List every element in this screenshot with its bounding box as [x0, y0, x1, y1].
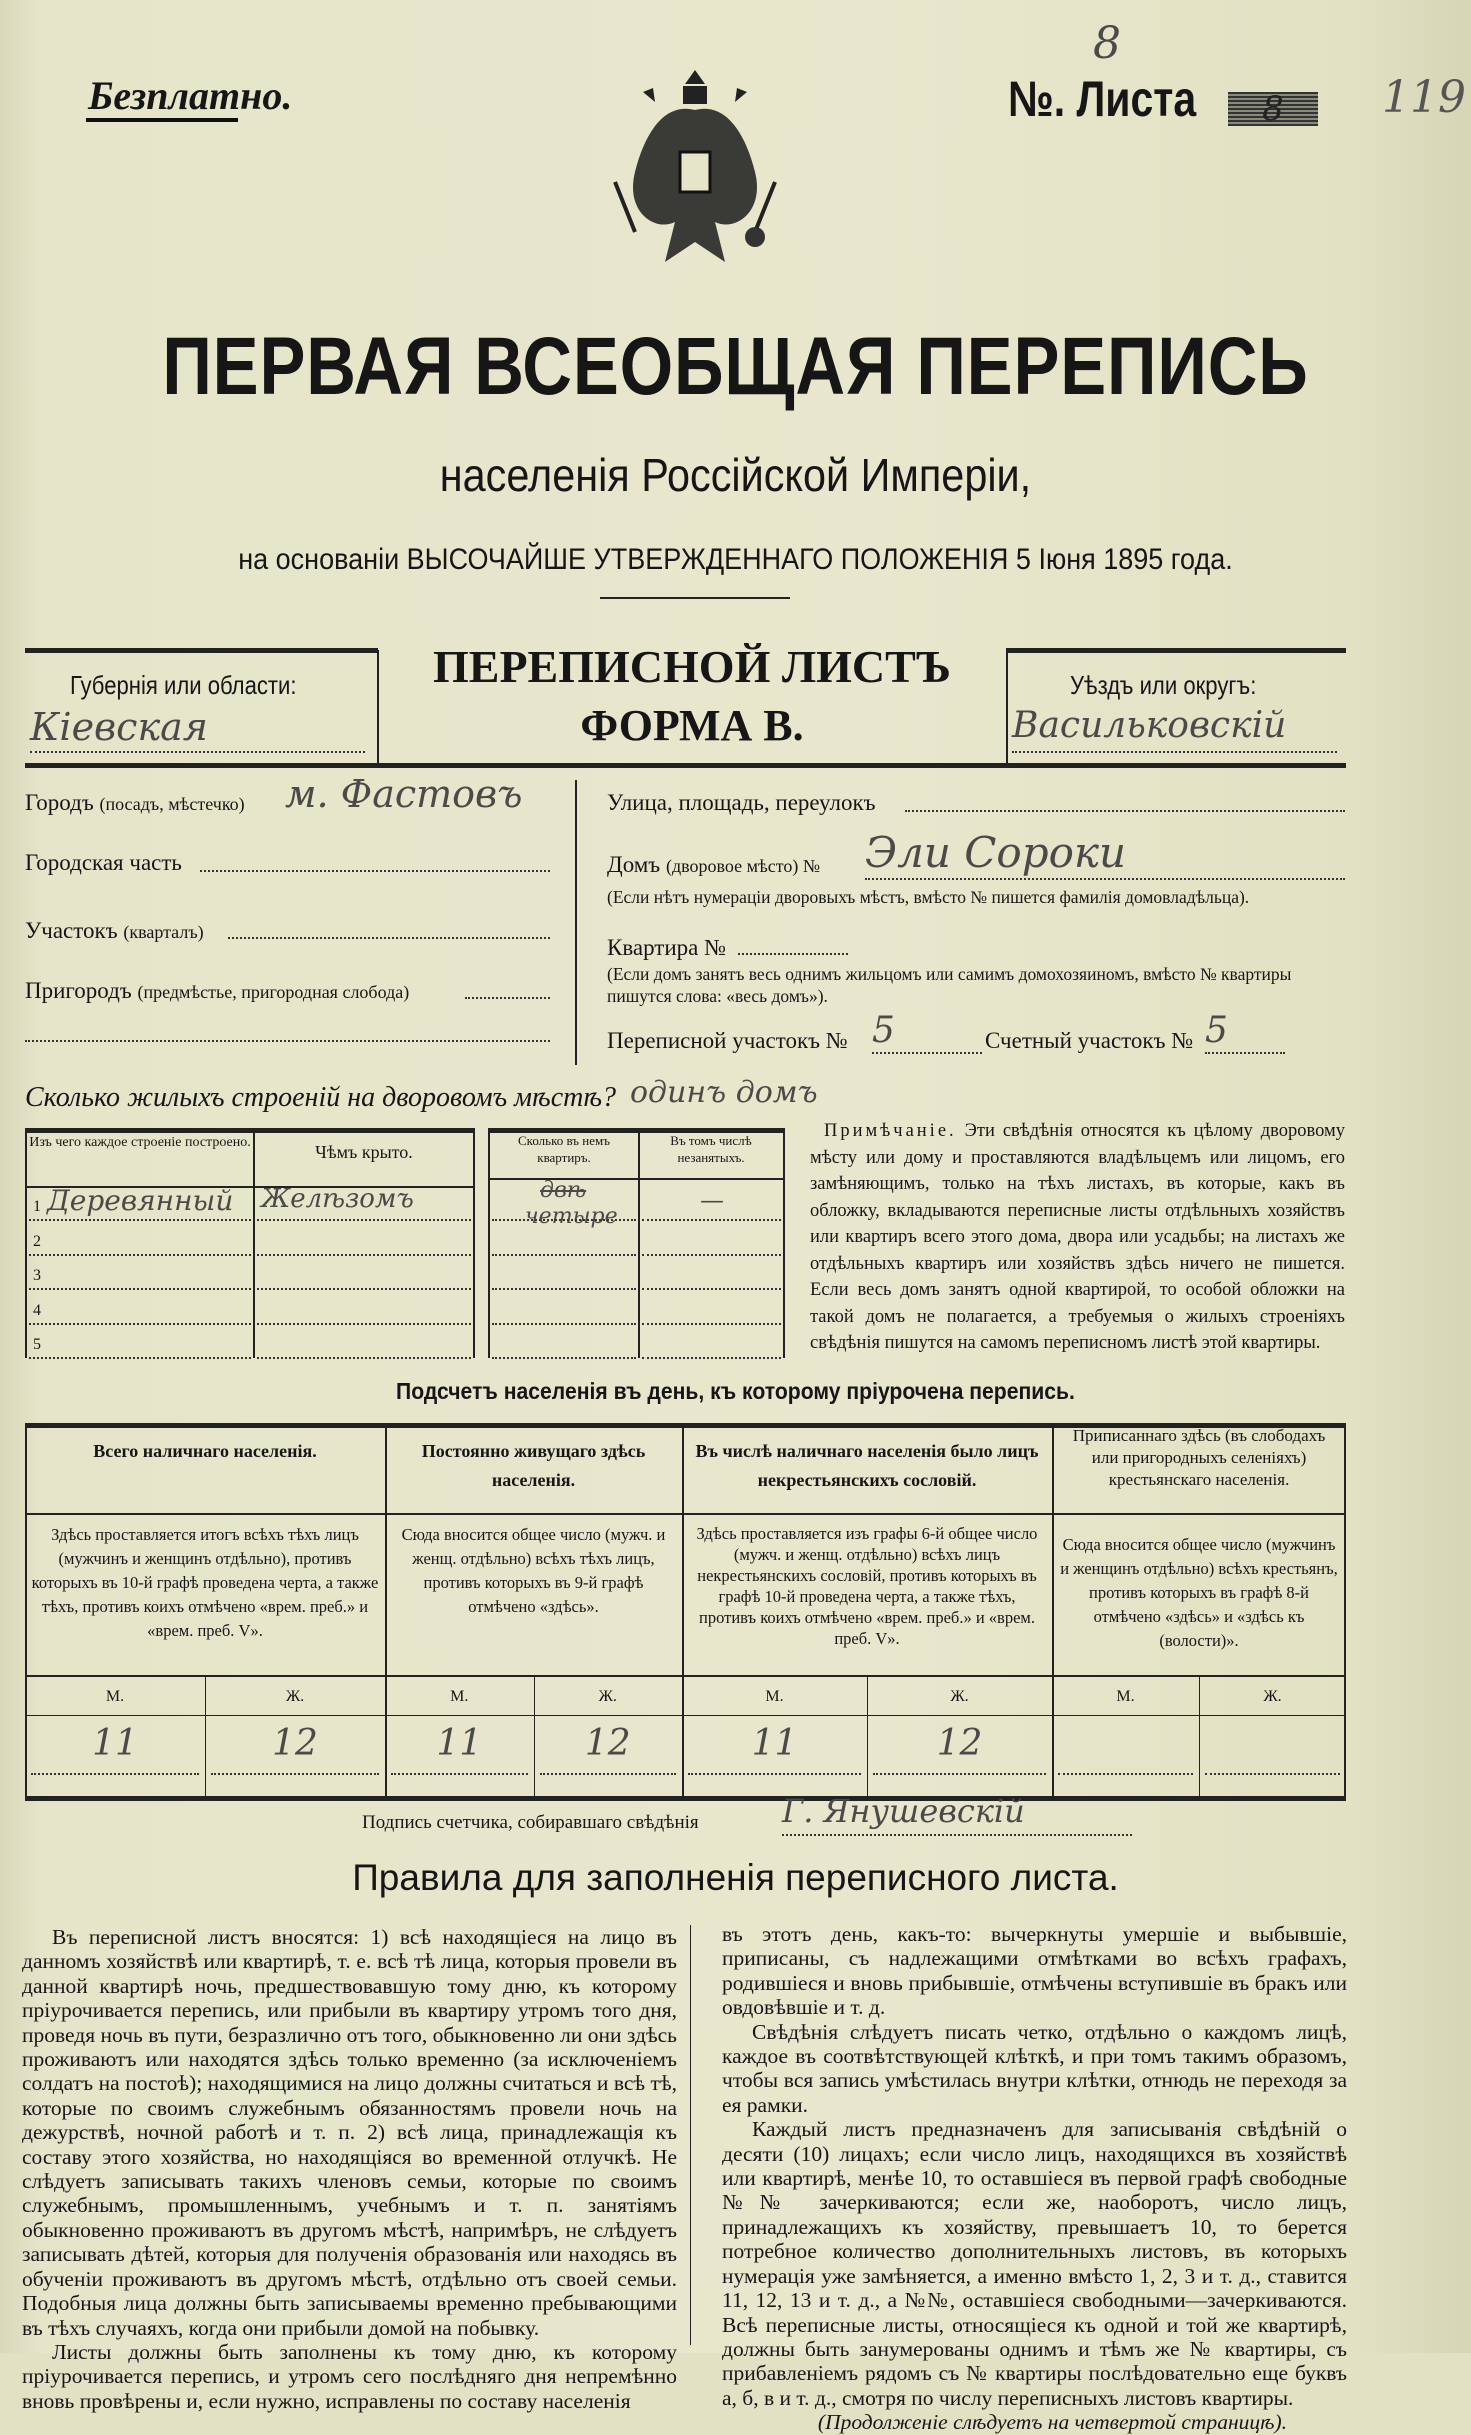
rules-paragraph: Листы должны быть заполнены къ тому дню, къ которому пріурочивается перепись, и утромъ сего послѣдняго дня непремѣнно вновь провѣрены и, если нужно, исправлены по составу населенія — [22, 2339, 677, 2413]
rules-paragraph: Свѣдѣнія слѣдуетъ писать четко, отдѣльно о каждомъ лицѣ, каждое въ соотвѣтствующей клѣткѣ, и при томъ такимъ образомъ, чтобы вся запись умѣстилась внутри клѣтки, отнюдь не переходя за ея рамки. — [722, 2019, 1347, 2117]
male-count-field[interactable]: 11 — [391, 1723, 528, 1775]
buildings-table — [25, 1128, 785, 1358]
buildings-row — [25, 1221, 785, 1255]
buildings-question: Сколько жилыхъ строеній на дворовомъ мѣстѣ? — [25, 1082, 617, 1113]
page-subtitle: населенія Россійской Имперіи, — [439, 449, 1032, 501]
male-label: М. — [1116, 1688, 1135, 1705]
continued-note: (Продолженіе слѣдуетъ на четвертой страницѣ). — [817, 2410, 1287, 2435]
rule — [1006, 648, 1346, 653]
population-col-title: Въ числѣ наличнаго населенія было лицъ некрестьянскихъ сословій. — [695, 1441, 1039, 1490]
city-field[interactable]: м. Фастовъ — [285, 772, 523, 816]
rules-heading: Правила для заполненія переписного листа. — [352, 1857, 1119, 1898]
population-col-title: Постоянно живущаго здѣсь населенія. — [421, 1441, 646, 1490]
city-part-field[interactable] — [200, 870, 550, 872]
page-title: ПЕРВАЯ ВСЕОБЩАЯ ПЕРЕПИСЬ — [162, 321, 1309, 412]
rules-paragraph: Каждый листъ предназначенъ для записыванія свѣдѣній о десяти (10) лицахъ; если число лицъ, находящихся въ хозяйствѣ или квартирѣ, менѣе 10, то оставшіеся въ первой графѣ свободные №№ зачеркиваются; если же, наоборотъ, число лицъ, принадлежащихъ къ хозяйству, превышаетъ 10, то берется потребное количество дополнительныхъ листовъ, въ которыхъ нумерація уже замѣняется, а именно вмѣсто 1, 2, 3 и т. д., ставится 11, 12, 13 и т. д., а №№, оставшіеся свободными—зачеркиваются. Всѣ переписные листы, относящіеся къ одной и той же квартирѣ, должны быть занумерованы однимъ и тѣмъ же № квартиры, съ прибавленіемъ рядомъ съ № квартиры послѣдовательно еще буквъ а, б, в и т. д., смотря по числу переписныхъ листовъ квартиры. — [722, 2117, 1347, 2410]
buildings-row — [25, 1178, 785, 1229]
male-count-field[interactable] — [1058, 1723, 1193, 1775]
district-field[interactable] — [228, 937, 550, 939]
signature-field[interactable]: Г. Янушевскій — [782, 1792, 1132, 1836]
row-number: 5 — [33, 1336, 41, 1353]
rules-left-column — [22, 1925, 677, 2413]
buildings-answer[interactable]: одинъ домъ — [630, 1075, 818, 1110]
apartments-struck: двѣ — [540, 1178, 587, 1203]
sheet-number-written: 8 — [1093, 18, 1121, 69]
rule — [1006, 650, 1008, 765]
sheet-number-label: №. Листа — [1008, 71, 1197, 127]
free-label: Безплатно. — [88, 73, 293, 118]
sheet-number-struck: 8 — [1228, 92, 1318, 126]
female-label: Ж. — [285, 1688, 305, 1705]
note-title: Примѣчаніе. — [824, 1121, 957, 1141]
population-col-desc: Здѣсь проставляется итогъ всѣхъ тѣхъ лицъ (мужчинъ и женщинъ отдѣльно), противъ которыхъ въ 10-й графѣ проведена черта, а также тѣхъ, противъ коихъ отмѣчено «врем. преб.» и «врем. преб. V». — [31, 1525, 379, 1640]
material-cell[interactable]: Деревянный — [47, 1184, 234, 1217]
house-label: Домъ — [607, 852, 661, 877]
population-col-title: Всего наличнаго населенія. — [93, 1441, 317, 1461]
city-label: Городъ — [25, 790, 94, 815]
note-text: Эти свѣдѣнія относятся къ цѣлому дворовому мѣсту или дому и проставляются владѣльцемъ или лицомъ, его замѣняющимъ, только на тѣхъ листахъ, въ которые, какъ въ обложку, вкладываются переписные листы отдѣльныхъ хозяйствъ или квартиръ всего этого дома, двора или усадьбы; на листахъ же отдѣльныхъ квартиръ или хозяйствъ здѣсь ничего не пишется. Если весь домъ занятъ одной квартирой, то особой обложки на такой домъ не полагается, а требуемыя о жилыхъ строеніяхъ свѣдѣнія пишутся на самомъ переписномъ листѣ этой квартиры. — [810, 1121, 1345, 1353]
apartment-note: (Если домъ занятъ весь однимъ жильцомъ или самимъ домохозяиномъ, вмѣсто № квартиры пишутся слова: «весь домъ»). — [607, 964, 1292, 1006]
population-col-desc: Сюда вносится общее число (мужч. и женщ. отдѣльно) всѣхъ тѣхъ лицъ, противъ которыхъ въ 9-й графѣ отмѣчено «здѣсь». — [401, 1525, 666, 1616]
census-area-field[interactable]: 5 — [872, 1010, 982, 1054]
male-count-field[interactable]: 11 — [31, 1723, 199, 1775]
suburb-label: Пригородъ — [25, 978, 132, 1003]
female-count-field[interactable]: 12 — [211, 1723, 379, 1775]
rule — [575, 780, 577, 1065]
census-area-label: Переписной участокъ № — [607, 1028, 848, 1053]
double-headed-eagle-emblem — [595, 62, 795, 282]
rule — [25, 763, 1346, 768]
count-area-field[interactable]: 5 — [1205, 1010, 1285, 1054]
male-count-field[interactable]: 11 — [688, 1723, 861, 1775]
col-header-roof: Чѣмъ крыто. — [315, 1142, 413, 1162]
vacant-cell[interactable]: — — [700, 1186, 724, 1214]
male-label: М. — [450, 1688, 469, 1705]
row-number: 4 — [33, 1301, 41, 1319]
archive-number: 119 — [1382, 72, 1466, 123]
apartment-label: Квартира № — [607, 935, 727, 960]
col-header-vacant: Въ томъ числѣ незанятыхъ. — [670, 1133, 752, 1165]
buildings-note — [810, 1118, 1345, 1357]
city-hint: (посадъ, мѣстечко) — [99, 794, 245, 814]
female-label: Ж. — [598, 1688, 617, 1705]
population-heading: Подсчетъ населенія въ день, къ которому пріурочена перепись. — [396, 1378, 1075, 1404]
population-col-desc: Здѣсь проставляется изъ графы 6-й общее число (мужч. и женщ. отдѣльно) всѣхъ лицъ некрестьянскихъ сословій, противъ которыхъ въ графѣ 10-й проведена черта, а также тѣхъ, противъ коихъ отмѣчено «врем. преб.» и «врем. преб. V». — [696, 1524, 1038, 1648]
count-area-label: Счетный участокъ № — [985, 1028, 1194, 1053]
female-count-field[interactable]: 12 — [540, 1723, 677, 1775]
col-header-apartments: Сколько въ немъ квартиръ. — [518, 1133, 610, 1165]
rules-right-column — [722, 1922, 1347, 2435]
city-part-label: Городская часть — [25, 850, 182, 875]
buildings-row — [25, 1324, 785, 1358]
house-note: (Если нѣтъ нумераціи дворовыхъ мѣстъ, вмѣсто № пишется фамилія домовладѣльца). — [607, 887, 1250, 907]
male-label: М. — [765, 1688, 784, 1705]
form-letter: ФОРМА В. — [580, 701, 804, 750]
buildings-row — [25, 1255, 785, 1289]
suburb-field[interactable] — [465, 997, 550, 999]
col-header-material: Изъ чего каждое строеніе построено. — [29, 1135, 251, 1150]
female-label: Ж. — [1263, 1688, 1282, 1705]
population-col-title: Приписаннаго здѣсь (въ слободахъ или пригородныхъ селеніяхъ) крестьянскаго населенія. — [1072, 1426, 1326, 1489]
female-count-field[interactable] — [1205, 1723, 1340, 1775]
guberniya-field[interactable]: Кіевская — [30, 705, 365, 753]
rules-paragraph: въ этотъ день, какъ-то: вычеркнуты умершіе и выбывшіе, приписаны, съ надлежащими отмѣтками во всѣхъ графахъ, родившіеся и вновь прибывшіе, отмѣчены вступившіе въ бракъ или овдовѣвшіе и т. д. — [722, 1922, 1347, 2020]
female-label: Ж. — [950, 1688, 969, 1705]
rule — [25, 648, 378, 653]
district-label: Участокъ — [25, 918, 118, 943]
guberniya-label: Губернія или области: — [70, 670, 297, 700]
uezd-label: Уѣздъ или округъ: — [1070, 670, 1257, 700]
row-number: 2 — [33, 1232, 41, 1250]
street-label: Улица, площадь, переулокъ — [607, 790, 876, 815]
male-label: М. — [105, 1688, 125, 1705]
buildings-row — [25, 1290, 785, 1324]
rules-paragraph: Въ переписной листъ вносятся: 1) всѣ находящіеся на лицо въ данномъ хозяйствѣ или квартирѣ, т. е. всѣ тѣ лица, которыя провели въ данной квартирѣ ночь, предшествовавшую тому дню, къ которому пріурочивается перепись, или прибыли въ квартиру утромъ того дня, проведя ночь въ пути, безразлично отъ того, обыкновенно ли они здѣсь проживаютъ или находятся здѣсь только временно (за исключеніемъ солдатъ на постоѣ); находящимися на лицо должны считаться и всѣ тѣ, которые по своимъ служебнымъ обязанностямъ провели ночь на дежурствѣ, ночной работѣ и т. п. 2) всѣ лица, принадлежащія къ составу этого хозяйства, но находящіяся во временной отлучкѣ. Не слѣдуетъ записывать такихъ членовъ семьи, которые по своимъ служебнымъ, промышленнымъ, учебнымъ и т. п. занятіямъ обыкновенно проживаютъ въ другомъ мѣстѣ, напримѣръ, не слѣдуетъ записывать дѣтей, которыя для полученія образованія или находясь въ обученіи проживаютъ въ другомъ мѣстѣ, отдѣльно отъ своей семьи. Подобныя лица должны быть записываемы временно пребывающими въ тѣхъ случаяхъ, когда они прибыли домой на побывку. — [22, 1925, 677, 2340]
female-count-field[interactable]: 12 — [873, 1723, 1046, 1775]
divider — [600, 597, 790, 599]
signature-label: Подпись счетчика, собиравшаго свѣдѣнія — [362, 1812, 699, 1833]
house-field[interactable]: Эли Сороки — [865, 828, 1345, 880]
apartments-cell[interactable]: четыре — [525, 1204, 618, 1229]
form-title: ПЕРЕПИСНОЙ ЛИСТЪ — [432, 641, 952, 692]
row-number: 3 — [33, 1267, 41, 1284]
rule — [690, 1925, 691, 2345]
population-table — [25, 1423, 1346, 1801]
house-hint: (дворовое мѣсто) № — [665, 856, 821, 876]
legal-basis: на основаніи ВЫСОЧАЙШЕ УТВЕРЖДЕННАГО ПОЛОЖЕНІЯ 5 Іюня 1895 года. — [238, 543, 1233, 576]
roof-cell[interactable]: Желѣзомъ — [261, 1184, 414, 1214]
population-col-desc: Сюда вносится общее число (мужчинъ и женщинъ отдѣльно) всѣхъ крестьянъ, противъ которыхъ въ графѣ 8-й отмѣчено «здѣсь» и «здѣсь къ (волости)». — [1060, 1535, 1338, 1650]
district-hint: (кварталъ) — [123, 922, 204, 942]
suburb-hint: (предмѣстье, пригородная слобода) — [137, 982, 410, 1002]
street-field[interactable] — [905, 810, 1345, 812]
row-number: 1 — [33, 1198, 41, 1215]
apartment-field[interactable] — [738, 953, 848, 955]
extra-line[interactable] — [25, 1040, 550, 1042]
uezd-field[interactable]: Васильковскій — [1012, 705, 1337, 753]
free-underline — [86, 118, 238, 122]
